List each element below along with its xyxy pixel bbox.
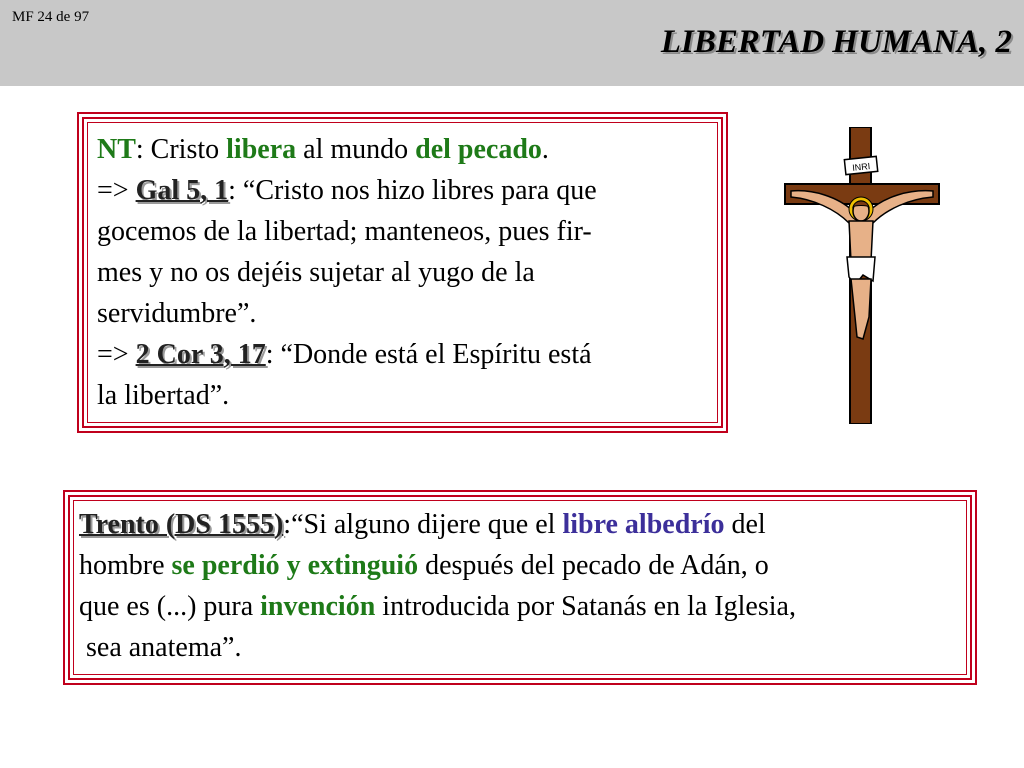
slide-header xyxy=(0,0,1024,86)
text-span: : Cristo xyxy=(135,134,227,165)
text-line: gocemos de la libertad; manteneos, pues fir- xyxy=(97,216,592,247)
text-line: mes y no os dejéis sujetar al yugo de la xyxy=(97,257,535,288)
text-line xyxy=(97,129,717,170)
text-span: : “Donde está el Espíritu está xyxy=(265,339,592,370)
reference-gal: Gal 5, 1 xyxy=(135,175,229,206)
text-span: después del pecado de Adán, o xyxy=(418,550,769,581)
crucifix-icon xyxy=(783,127,941,424)
text-line: la libertad”. xyxy=(97,380,230,411)
text-line: sea anatema”. xyxy=(79,632,242,663)
text-span: al mundo xyxy=(296,134,416,165)
inri-text: INRI xyxy=(851,161,871,173)
text-line xyxy=(79,586,969,627)
trento-text xyxy=(79,504,969,668)
new-testament-box xyxy=(82,117,723,428)
text-line xyxy=(79,545,969,586)
text-line xyxy=(97,334,717,375)
text-line xyxy=(79,504,969,545)
text-span: => xyxy=(97,339,136,370)
highlight-invencion: invención xyxy=(260,591,376,622)
highlight-del-pecado: del pecado xyxy=(415,134,542,165)
text-span: :“Si alguno dijere que el xyxy=(283,509,563,540)
text-span: del xyxy=(724,509,766,540)
text-span: . xyxy=(541,134,549,165)
text-span: : “Cristo nos hizo libres para que xyxy=(228,175,597,206)
figure-torso xyxy=(849,221,873,261)
reference-trento: Trento (DS 1555) xyxy=(79,509,284,540)
text-span: hombre xyxy=(79,550,172,581)
new-testament-text xyxy=(97,129,717,416)
text-span: => xyxy=(97,175,136,206)
text-line: servidumbre”. xyxy=(97,298,257,329)
highlight-libre-albedrio: libre albedrío xyxy=(562,509,725,540)
text-line xyxy=(97,170,717,211)
slide-title: LIBERTAD HUMANA, 2 xyxy=(660,24,1012,60)
reference-cor: 2 Cor 3, 17 xyxy=(135,339,266,370)
text-span: que es (...) pura xyxy=(79,591,261,622)
highlight-se-perdio: se perdió y extinguió xyxy=(171,550,419,581)
nt-label: NT xyxy=(97,134,136,165)
slide-number: MF 24 de 97 xyxy=(12,9,90,25)
text-span: introducida por Satanás en la Iglesia, xyxy=(375,591,796,622)
trento-box xyxy=(68,495,972,680)
highlight-libera: libera xyxy=(226,134,297,165)
